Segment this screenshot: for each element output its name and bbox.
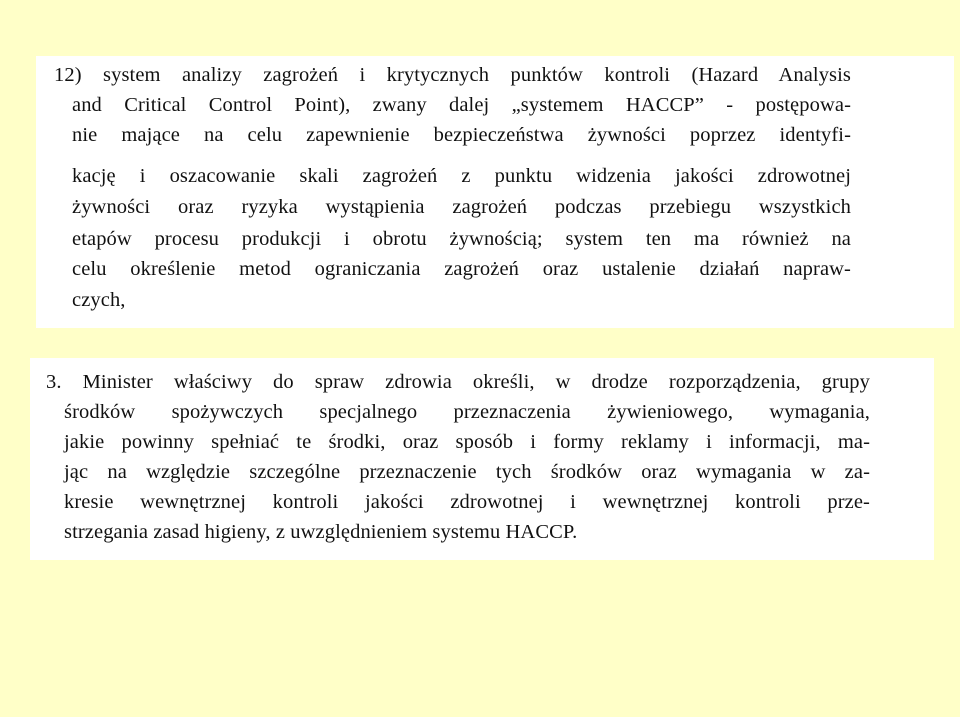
text-line: kację i oszacowanie skali zagrożeń z punktu widzenia jakości zdrowotnej (72, 165, 851, 187)
text-line: celu określenie metod ograniczania zagrożeń oraz ustalenie działań napraw- (72, 258, 851, 280)
text-line: nie mające na celu zapewnienie bezpieczeństwa żywności poprzez identyfi- (72, 124, 851, 146)
text-line: jakie powinny spełniać te środki, oraz sposób i formy reklamy i informacji, ma- (64, 431, 870, 453)
text-line: czych, (72, 289, 126, 311)
text-line: żywności oraz ryzyka wystąpienia zagrożeń podczas przebiegu wszystkich (72, 196, 851, 218)
text-line: kresie wewnętrznej kontroli jakości zdrowotnej i wewnętrznej kontroli prze- (64, 491, 870, 513)
text-line: 12) system analizy zagrożeń i krytycznych punktów kontroli (Hazard Analysis (54, 64, 851, 86)
minister-regulation-box (30, 358, 934, 560)
haccp-definition-box (36, 56, 954, 328)
text-line: 3. Minister właściwy do spraw zdrowia określi, w drodze rozporządzenia, grupy (46, 371, 870, 393)
text-line: jąc na względzie szczególne przeznaczenie tych środków oraz wymagania w za- (64, 461, 870, 483)
text-line: strzegania zasad higieny, z uwzględnieniem systemu HACCP. (64, 521, 578, 543)
text-line: etapów procesu produkcji i obrotu żywnością; system ten ma również na (72, 228, 851, 250)
text-line: and Critical Control Point), zwany dalej „systemem HACCP” - postępowa- (72, 94, 851, 116)
text-line: środków spożywczych specjalnego przeznaczenia żywieniowego, wymagania, (64, 401, 870, 423)
